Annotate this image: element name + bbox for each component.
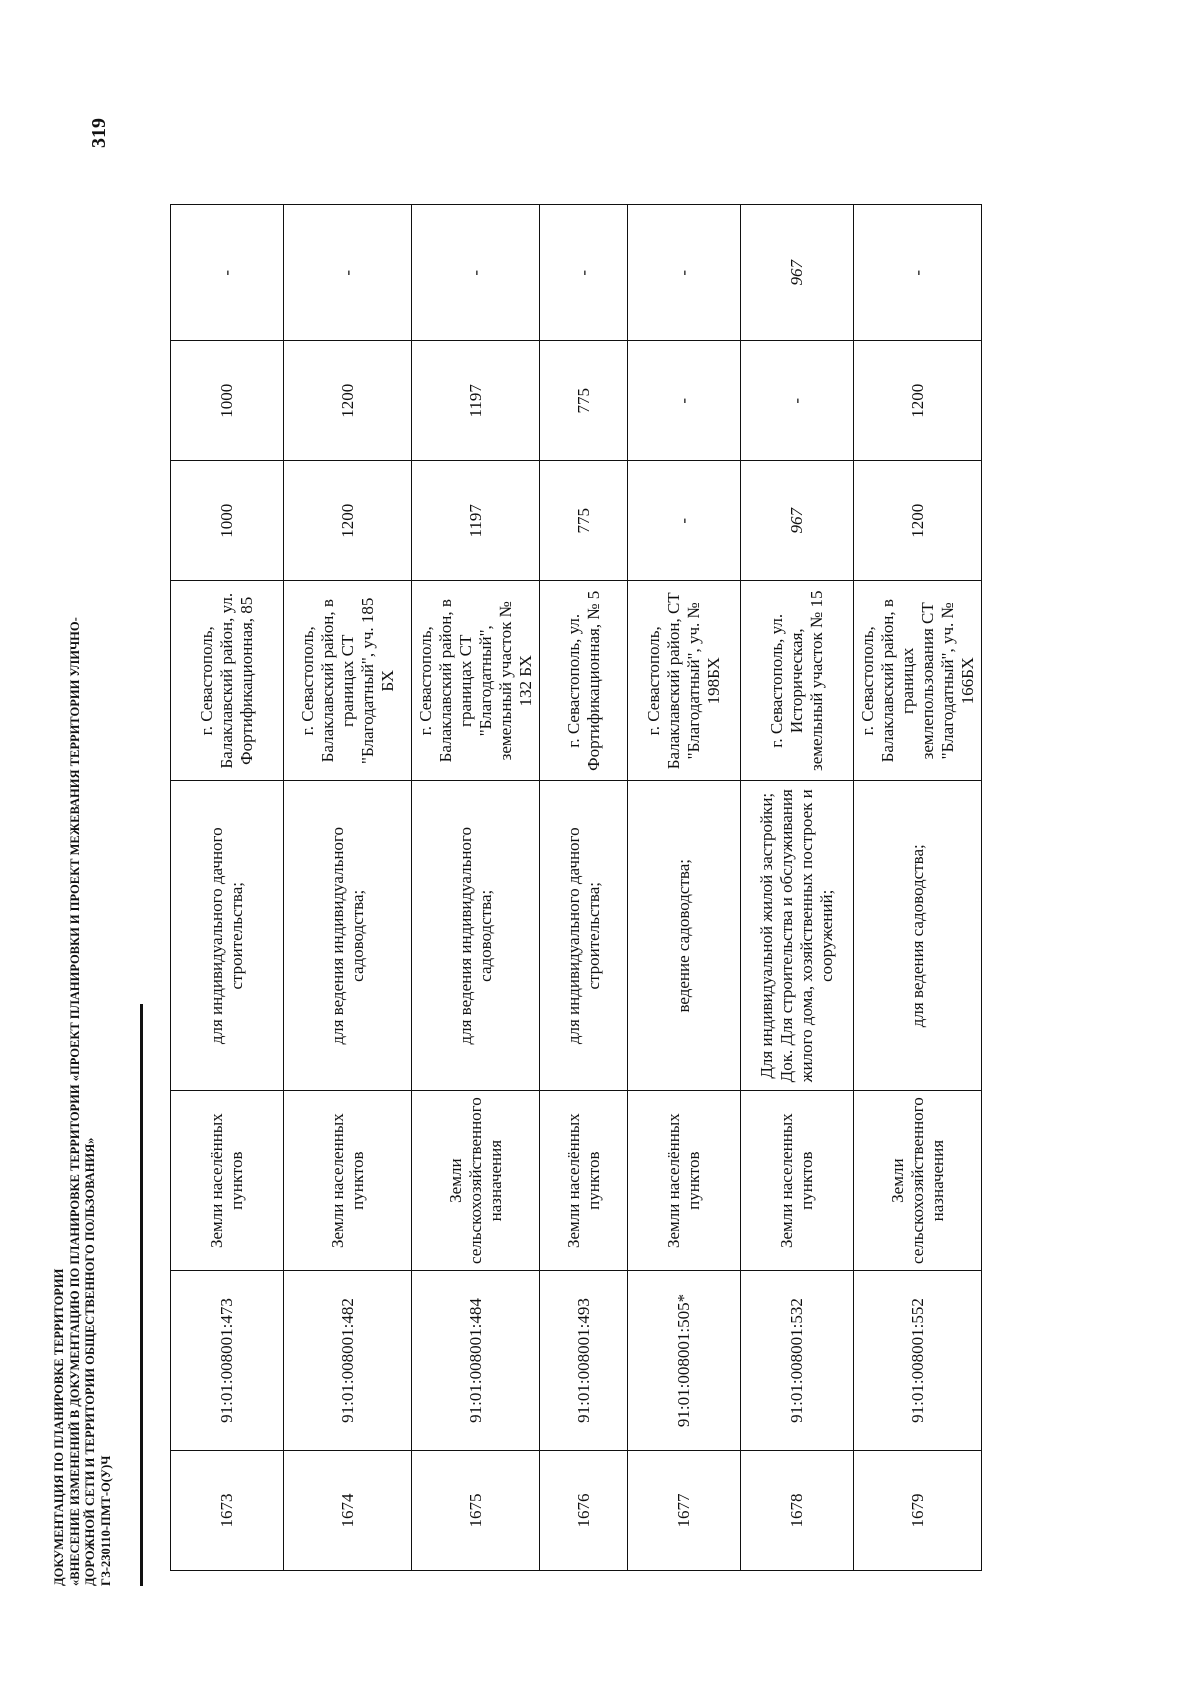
area-value: 1000 bbox=[171, 341, 284, 461]
land-category: Земли населенных пунктов bbox=[284, 1091, 412, 1271]
table-row bbox=[412, 205, 540, 1571]
cadastral-number: 91:01:008001:484 bbox=[412, 1271, 540, 1451]
area-value: - bbox=[628, 341, 741, 461]
address: г. Севастополь, ул. Фортификационная, № 5 bbox=[540, 581, 628, 781]
land-plots-table bbox=[170, 204, 982, 1571]
permitted-use: для ведения индивидуального садоводства; bbox=[412, 781, 540, 1091]
header-line: ДОРОЖНОЙ СЕТИ И ТЕРРИТОРИИ ОБЩЕСТВЕННОГО ПОЛЬЗОВАНИЯ» bbox=[83, 1137, 97, 1586]
row-number: 1674 bbox=[284, 1451, 412, 1571]
cadastral-number: 91:01:008001:493 bbox=[540, 1271, 628, 1451]
area-value: - bbox=[741, 341, 854, 461]
land-category: Земли населенных пунктов bbox=[741, 1091, 854, 1271]
area-value: - bbox=[628, 461, 741, 581]
area-value: - bbox=[171, 205, 284, 341]
land-category: Земли сельскохозяйственного назначения bbox=[854, 1091, 982, 1271]
address: г. Севастополь, Балаклавский район, в границах СТ "Благодатный", уч. 185 БХ bbox=[284, 581, 412, 781]
document-header bbox=[52, 506, 114, 1586]
row-number: 1678 bbox=[741, 1451, 854, 1571]
area-value: 1200 bbox=[284, 461, 412, 581]
area-value: - bbox=[854, 205, 982, 341]
address: г. Севастополь, Балаклавский район, СТ "Благодатный", уч. № 198БХ bbox=[628, 581, 741, 781]
area-value: 967 bbox=[741, 205, 854, 341]
area-value: 1000 bbox=[171, 461, 284, 581]
cadastral-number: 91:01:008001:505* bbox=[628, 1271, 741, 1451]
row-number: 1676 bbox=[540, 1451, 628, 1571]
table-row bbox=[741, 205, 854, 1571]
row-number: 1673 bbox=[171, 1451, 284, 1571]
address: г. Севастополь, Балаклавский район, ул. Фортификационная, 85 bbox=[171, 581, 284, 781]
area-value: 1200 bbox=[284, 341, 412, 461]
permitted-use: для ведения индивидуального садоводства; bbox=[284, 781, 412, 1091]
area-value: - bbox=[284, 205, 412, 341]
header-rule bbox=[140, 1004, 143, 1586]
area-value: 1197 bbox=[412, 461, 540, 581]
page-number: 319 bbox=[88, 118, 110, 148]
address: г. Севастополь, Балаклавский район, в границах СТ "Благодатный", земельный участок № 132 БХ bbox=[412, 581, 540, 781]
header-line: ДОКУМЕНТАЦИЯ ПО ПЛАНИРОВКЕ ТЕРРИТОРИИ bbox=[52, 1268, 66, 1586]
table-row bbox=[171, 205, 284, 1571]
land-category: Земли населённых пунктов bbox=[171, 1091, 284, 1271]
address: г. Севастополь, Балаклавский район, в границах землепользования СТ "Благодатный", уч. № 166БХ bbox=[854, 581, 982, 781]
land-category: Земли сельскохозяйственного назначения bbox=[412, 1091, 540, 1271]
area-value: 775 bbox=[540, 341, 628, 461]
permitted-use: для индивидуального дачного строительства; bbox=[540, 781, 628, 1091]
area-value: 1200 bbox=[854, 341, 982, 461]
area-value: 1197 bbox=[412, 341, 540, 461]
area-value: - bbox=[628, 205, 741, 341]
land-category: Земли населённых пунктов bbox=[628, 1091, 741, 1271]
area-value: - bbox=[540, 205, 628, 341]
row-number: 1679 bbox=[854, 1451, 982, 1571]
area-value: 967 bbox=[741, 461, 854, 581]
address: г. Севастополь, ул. Историческая, земельный участок № 15 bbox=[741, 581, 854, 781]
area-value: - bbox=[412, 205, 540, 341]
table-row bbox=[854, 205, 982, 1571]
header-line: «ВНЕСЕНИЕ ИЗМЕНЕНИЙ В ДОКУМЕНТАЦИЮ ПО ПЛАНИРОВКЕ ТЕРРИТОРИИ «ПРОЕКТ ПЛАНИРОВКИ И ПРОЕКТ МЕЖЕВАНИЯ ТЕРРИТОРИИ УЛИЧНО- bbox=[67, 617, 82, 1586]
table-row bbox=[628, 205, 741, 1571]
row-number: 1677 bbox=[628, 1451, 741, 1571]
permitted-use: для ведения садоводства; bbox=[854, 781, 982, 1091]
land-category: Земли населённых пунктов bbox=[540, 1091, 628, 1271]
cadastral-number: 91:01:008001:482 bbox=[284, 1271, 412, 1451]
permitted-use: Для индивидуальной жилой застройки; Док. Для строительства и обслуживания жилого дома, хозяйственных построек и сооружений; bbox=[741, 781, 854, 1091]
table-row bbox=[540, 205, 628, 1571]
permitted-use: ведение садоводства; bbox=[628, 781, 741, 1091]
cadastral-number: 91:01:008001:552 bbox=[854, 1271, 982, 1451]
cadastral-number: 91:01:008001:532 bbox=[741, 1271, 854, 1451]
table-row bbox=[284, 205, 412, 1571]
area-value: 1200 bbox=[854, 461, 982, 581]
permitted-use: для индивидуального дачного строительства; bbox=[171, 781, 284, 1091]
cadastral-number: 91:01:008001:473 bbox=[171, 1271, 284, 1451]
area-value: 775 bbox=[540, 461, 628, 581]
row-number: 1675 bbox=[412, 1451, 540, 1571]
header-line: ГЗ-230110-ПМТ-О(У)Ч bbox=[98, 1455, 113, 1586]
